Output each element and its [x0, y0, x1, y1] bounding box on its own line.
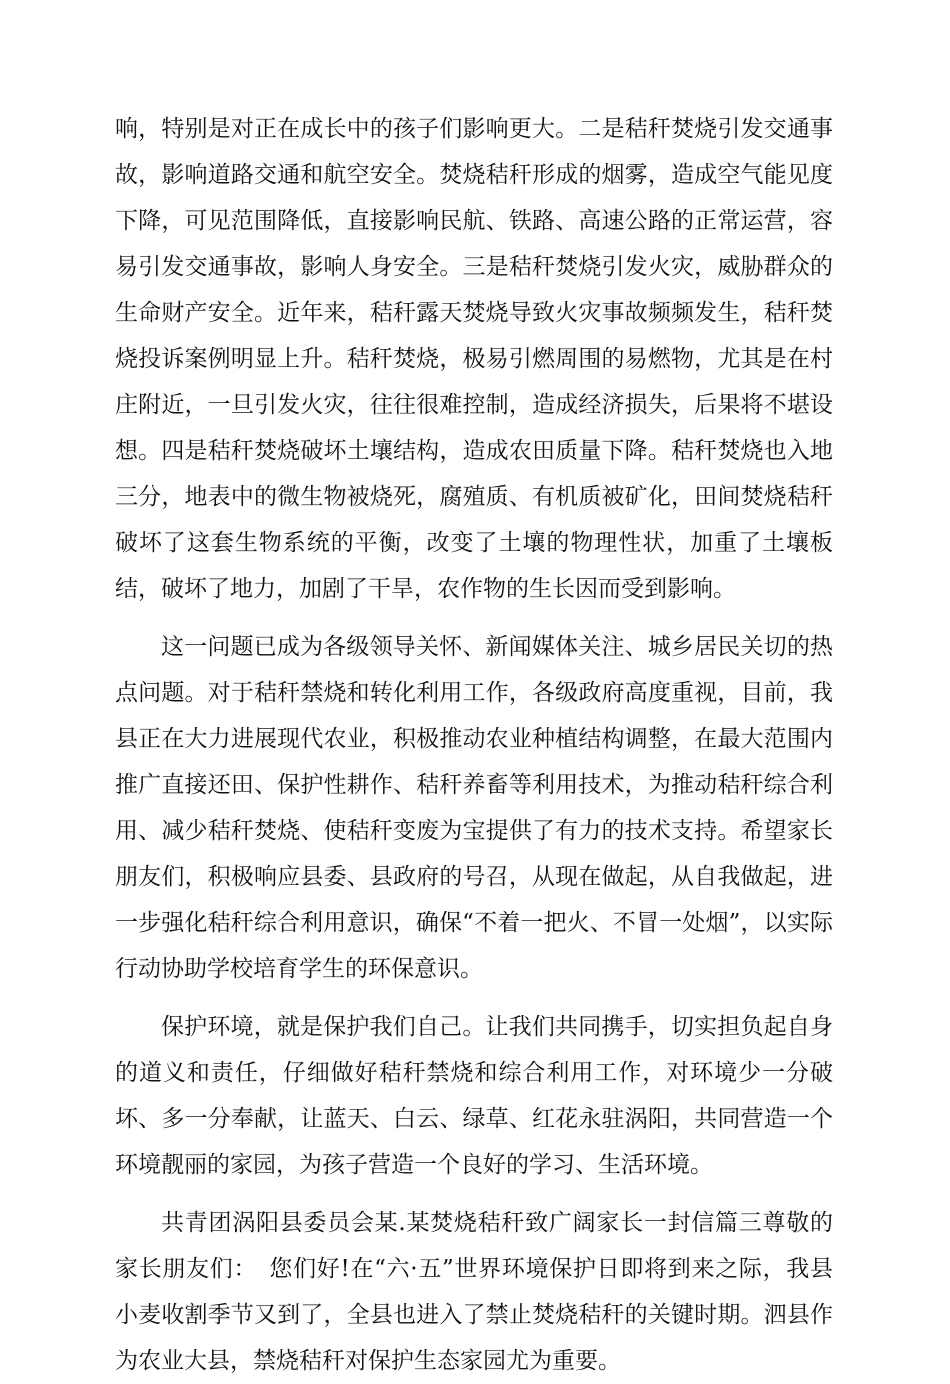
- document-body: [115, 106, 833, 1384]
- paragraph-letter-three: 共青团涡阳县委员会某.某焚烧秸秆致广阔家长一封信篇三尊敬的家长朋友们： 您们好!在“六·五”世界环境保护日即将到来之际，我县小麦收割季节又到了，全县也进入了禁止焚烧秸秆的关键时期。泗县作为农业大县，禁烧秸秆对保护生态家园尤为重要。: [115, 1210, 833, 1374]
- paragraph-straw-ban-policy: 这一问题已成为各级领导关怀、新闻媒体关注、城乡居民关切的热点问题。对于秸秆禁烧和转化利用工作，各级政府高度重视，目前，我县正在大力进展现代农业，积极推动农业种植结构调整，在最大范围内推广直接还田、保护性耕作、秸秆养畜等利用技术，为推动秸秆综合利用、减少秸秆焚烧、使秸秆变废为宝提供了有力的技术支持。希望家长朋友们，积极响应县委、县政府的号召，从现在做起，从自我做起，进一步强化秸秆综合利用意识，确保“不着一把火、不冒一处烟”，以实际行动协助学校培育学生的环保意识。: [115, 634, 833, 982]
- paragraph-continuation: 响，特别是对正在成长中的孩子们影响更大。二是秸秆焚烧引发交通事故，影响道路交通和航空安全。焚烧秸秆形成的烟雾，造成空气能见度下降，可见范围降低，直接影响民航、铁路、高速公路的正常运营，容易引发交通事故，影响人身安全。三是秸秆焚烧引发火灾，威胁群众的生命财产安全。近年来，秸秆露天焚烧导致火灾事故频频发生，秸秆焚烧投诉案例明显上升。秸秆焚烧，极易引燃周围的易燃物，尤其是在村庄附近，一旦引发火灾，往往很难控制，造成经济损失，后果将不堪设想。四是秸秆焚烧破坏土壤结构，造成农田质量下降。秸秆焚烧也入地三分，地表中的微生物被烧死，腐殖质、有机质被矿化，田间焚烧秸秆破坏了这套生物系统的平衡，改变了土壤的物理性状，加重了土壤板结，破坏了地力，加剧了干旱，农作物的生长因而受到影响。: [115, 116, 833, 602]
- paragraph-protect-environment: 保护环境，就是保护我们自己。让我们共同携手，切实担负起自身的道义和责任，仔细做好秸秆禁烧和综合利用工作，对环境少一分破坏、多一分奉献，让蓝天、白云、绿草、红花永驻涡阳，共同营造一个环境靓丽的家园，为孩子营造一个良好的学习、生活环境。: [115, 1014, 833, 1178]
